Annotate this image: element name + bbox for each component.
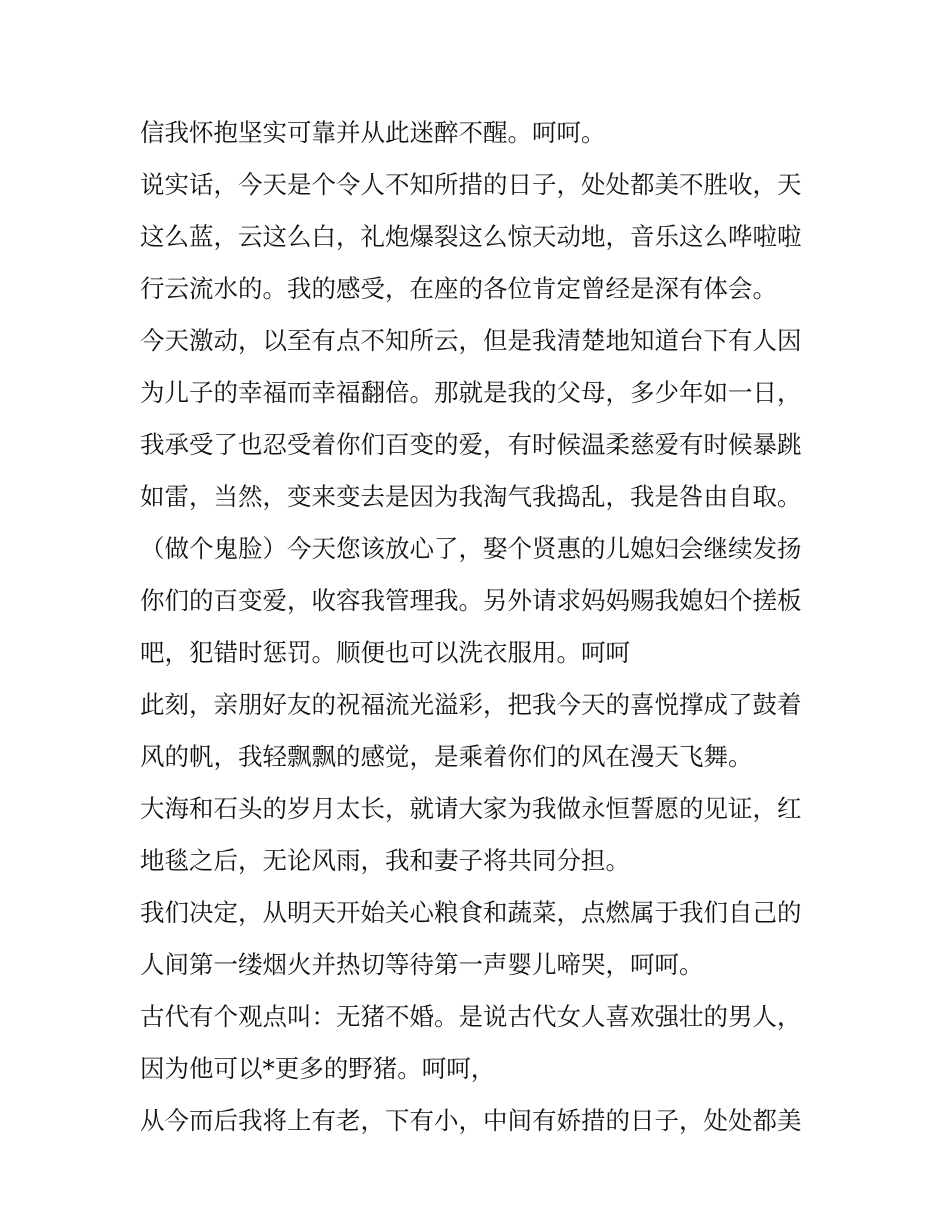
text-line: 你们的百变爱，收容我管理我。另外请求妈妈赐我媳妇个搓板	[140, 586, 802, 615]
text-line: 为儿子的幸福而幸福翻倍。那就是我的父母，多少年如一日，	[140, 378, 802, 407]
text-line: 说实话，今天是个令人不知所措的日子，处处都美不胜收，天	[140, 170, 802, 199]
text-line: 此刻，亲朋好友的祝福流光溢彩，把我今天的喜悦撑成了鼓着	[140, 690, 802, 719]
text-line: 因为他可以*更多的野猪。呵呵，	[140, 1054, 496, 1083]
text-line: 风的帆，我轻飘飘的感觉，是乘着你们的风在漫天飞舞。	[140, 742, 753, 771]
text-line: 今天激动，以至有点不知所云，但是我清楚地知道台下有人因	[140, 326, 802, 355]
text-line: 行云流水的。我的感受，在座的各位肯定曾经是深有体会。	[140, 274, 777, 303]
text-line: 这么蓝，云这么白，礼炮爆裂这么惊天动地，音乐这么哗啦啦	[140, 222, 802, 251]
text-line: 我承受了也忍受着你们百变的爱，有时候温柔慈爱有时候暴跳	[140, 430, 802, 459]
document-body	[140, 107, 820, 1147]
text-line: 吧，犯错时惩罚。顺便也可以洗衣服用。呵呵	[140, 638, 630, 667]
text-line: 从今而后我将上有老，下有小，中间有娇措的日子，处处都美	[140, 1106, 802, 1135]
text-line: 大海和石头的岁月太长，就请大家为我做永恒誓愿的见证，红	[140, 794, 802, 823]
text-line: 如雷，当然，变来变去是因为我淘气我捣乱，我是咎由自取。	[140, 482, 802, 511]
text-line: 信我怀抱坚实可靠并从此迷醉不醒。呵呵。	[140, 118, 606, 147]
text-line: 人间第一缕烟火并热切等待第一声婴儿啼哭，呵呵。	[140, 950, 704, 979]
text-line: 我们决定，从明天开始关心粮食和蔬菜，点燃属于我们自己的	[140, 898, 802, 927]
text-line: 地毯之后，无论风雨，我和妻子将共同分担。	[140, 846, 630, 875]
text-line: （做个鬼脸）今天您该放心了，娶个贤惠的儿媳妇会继续发扬	[140, 534, 802, 563]
text-line: 古代有个观点叫：无猪不婚。是说古代女人喜欢强壮的男人，	[140, 1002, 802, 1031]
